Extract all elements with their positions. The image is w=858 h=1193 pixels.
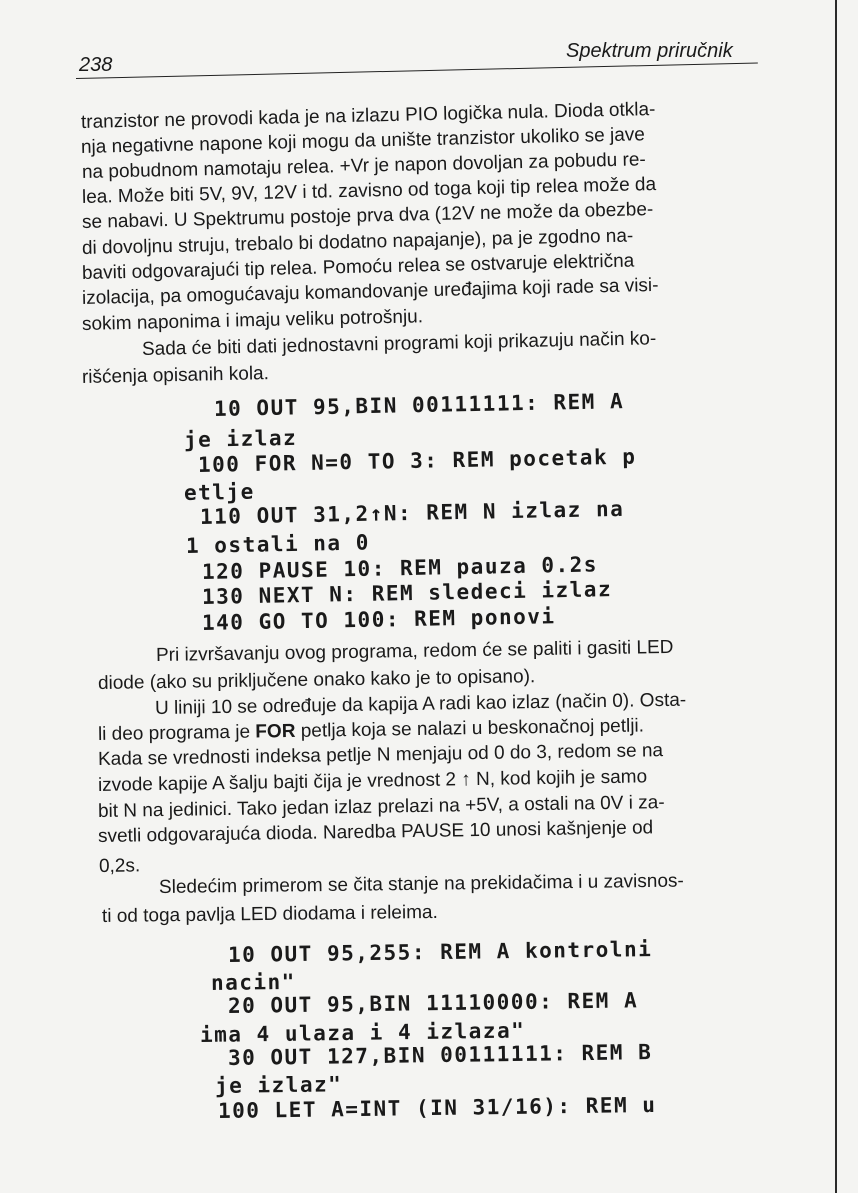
page-edge-line xyxy=(835,0,837,1193)
text-line: se nabavi. U Spektrumu postoje prva dva (12V ne može da obezbe- xyxy=(81,199,654,233)
code-line: 100 LET A=INT (IN 31/16): REM u xyxy=(217,1092,657,1123)
text-line: na pobudnom namotaju relea. +Vr je napon dovoljan za pobudu re- xyxy=(81,149,646,183)
code-line: etlje xyxy=(183,479,255,505)
text-line: Kada se vrednosti indeksa petlje N menjaju od 0 do 3, redom se na xyxy=(97,740,664,770)
code-line: 10 OUT 95,BIN 00111111: REM A xyxy=(213,389,625,421)
code-line: 100 FOR N=0 TO 3: REM pocetak p xyxy=(197,444,637,477)
code-line: 140 GO TO 100: REM ponovi xyxy=(201,604,556,635)
text-line: 0,2s. xyxy=(98,855,141,877)
header-rule xyxy=(76,63,758,79)
text-line: diode (ako su priključene onako kako je to opisano). xyxy=(97,666,536,694)
code-line: 10 OUT 95,255: REM A kontrolni xyxy=(227,937,653,967)
text-line: ti od toga pavlja LED diodama i releima. xyxy=(101,901,438,927)
code-line: 120 PAUSE 10: REM pauza 0.2s xyxy=(201,552,599,584)
text-line: U liniji 10 se određuje da kapija A radi kao izlaz (način 0). Osta- xyxy=(154,689,687,719)
text-line: nja negativne napone koji mogu da unište tranzistor ukoliko se jave xyxy=(80,124,646,158)
text-line: di dovoljnu struju, trebalo bi dodatno napajanje), pa je zgodno na- xyxy=(81,225,634,259)
text-segment: li deo programa je xyxy=(97,721,256,745)
text-line: Pri izvršavanju ovog programa, redom će se paliti i gasiti LED xyxy=(155,636,674,666)
text-line: Sada će biti dati jednostavni programi koji prikazuju način ko- xyxy=(141,328,657,360)
text-line: baviti odgovarajući tip relea. Pomoću relea se ostvaruje električna xyxy=(81,250,635,284)
code-line: 20 OUT 95,BIN 11110000: REM A xyxy=(227,988,639,1018)
code-line: 130 NEXT N: REM sledeci izlaz xyxy=(201,577,613,609)
code-line: ima 4 ulaza i 4 izlaza" xyxy=(199,1018,526,1047)
text-line: tranzistor ne provodi kada je na izlazu PIO logička nula. Dioda otkla- xyxy=(80,98,656,133)
text-segment: petlja koja se nalazi u beskonačnoj petlji. xyxy=(295,715,645,742)
text-line: bit N na jedinici. Tako jedan izlaz prelazi na +5V, a ostali na 0V i za- xyxy=(97,792,665,822)
text-line: Sledećim primerom se čita stanje na prekidačima i u zavisnos- xyxy=(158,870,684,898)
text-line: izvode kapije A šalju bajti čija je vrednost 2 ↑ N, kod kojih je samo xyxy=(97,766,648,796)
text-line: lea. Može biti 5V, 9V, 12V i td. zavisno od toga koji tip relea može da xyxy=(81,173,657,208)
code-line: 110 OUT 31,2↑N: REM N izlaz na xyxy=(199,496,625,529)
running-title: Spektrum priručnik xyxy=(566,40,733,62)
text-line: sokim naponima i imaju veliku potrošnju. xyxy=(81,306,424,335)
text-line: svetli odgovarajuća dioda. Naredba PAUSE 10 unosi kašnjenje od xyxy=(97,817,654,847)
code-line: 30 OUT 127,BIN 00111111: REM B xyxy=(227,1040,653,1070)
code-line: nacin" xyxy=(210,969,297,995)
code-line: 1 ostali na 0 xyxy=(185,530,371,558)
code-line: je izlaz xyxy=(183,425,298,452)
page-number: 238 xyxy=(79,54,113,76)
text-line: izolacija, pa omogućavaju komandovanje uređajima koji rade sa visi- xyxy=(81,274,659,309)
text-line: rišćenja opisanih kola. xyxy=(81,363,270,388)
keyword-for: FOR xyxy=(255,720,296,743)
code-line: je izlaz" xyxy=(214,1072,343,1098)
